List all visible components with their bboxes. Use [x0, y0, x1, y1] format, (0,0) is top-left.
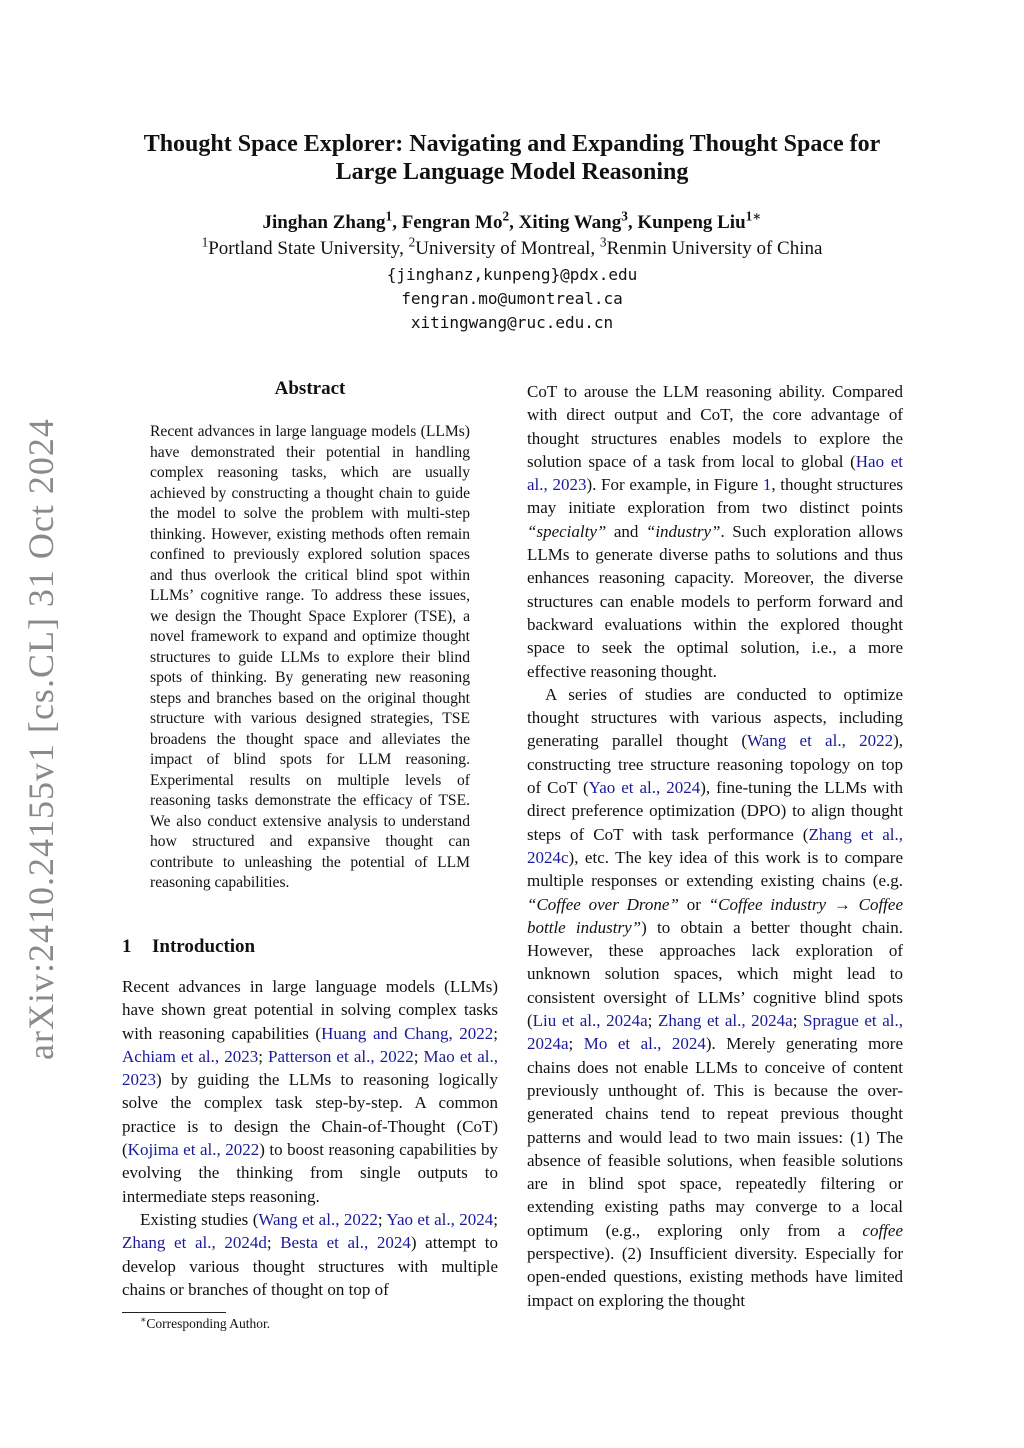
- right-column-text: [527, 380, 903, 1312]
- author-name: Jinghan Zhang: [262, 212, 386, 233]
- footnote-text: Corresponding Author.: [146, 1316, 271, 1331]
- affiliation-mark: 1: [201, 234, 209, 250]
- paper-title: [100, 130, 924, 186]
- citation-link[interactable]: Achiam et al., 2023: [122, 1046, 259, 1066]
- arxiv-identifier: arXiv:2410.24155v1 [cs.CL] 31 Oct 2024: [21, 418, 61, 1060]
- title-line-2: Large Language Model Reasoning: [335, 159, 689, 185]
- citation-link[interactable]: Liu et al., 2024a: [532, 1011, 648, 1031]
- section-title: Introduction: [152, 936, 256, 957]
- citation-link[interactable]: Mao et al., 2023: [122, 1046, 498, 1090]
- author-affiliation-mark: 1∗: [745, 208, 762, 224]
- figure-link[interactable]: 1: [762, 475, 772, 495]
- affiliation-name: Renmin University of China: [606, 238, 823, 259]
- citation-link[interactable]: Patterson et al., 2022: [268, 1046, 414, 1066]
- author-name: Kunpeng Liu: [637, 212, 746, 233]
- citation-link[interactable]: Yao et al., 2024: [386, 1209, 494, 1229]
- footnote: [140, 1316, 270, 1332]
- paragraph: Existing studies (Wang et al., 2022; Yao et al., 2024; Zhang et al., 2024d; Besta et al., 2024) attempt to develop various thought structures with multiple chains or branches of thought on top of: [122, 1209, 499, 1299]
- title-line-1: Thought Space Explorer: Navigating and Expanding Thought Space for: [143, 131, 881, 157]
- abstract-text: Recent advances in large language models (LLMs) have demonstrated their potential in handling complex reasoning tasks, which are usually achieved by constructing a thought chain to guide the model to solve the problem with multi-step thinking. However, existing methods often remain confined to previously explored solution spaces and thus overlook the critical blind spot within LLMs’ cognitive range. To address these issues, we design the Thought Space Explorer (TSE), a novel framework to expand and optimize thought structures to guide LLMs to explore their blind spots of thinking. By generating new reasoning steps and branches based on the original thought structure with various designed strategies, TSE broadens the thought space and alleviates the impact of blind spots for LLM reasoning. Experimental results on multiple levels of reasoning tasks demonstrate the efficacy of TSE. We also conduct extensive analysis to understand how structured and expansive thought can contribute to unleashing the potential of LLM reasoning capabilities.: [150, 423, 470, 891]
- citation-link[interactable]: Wang et al., 2022: [747, 731, 894, 751]
- footnote-mark: ∗: [140, 1315, 147, 1326]
- citation-link[interactable]: Wang et al., 2022: [258, 1209, 378, 1229]
- author-affiliation-mark: 2: [502, 208, 510, 224]
- citation-link[interactable]: Zhang et al., 2024d: [122, 1233, 267, 1253]
- affiliation-name: Portland State University: [208, 238, 400, 259]
- left-column-text: [122, 975, 498, 1301]
- citation-link[interactable]: Hao et al., 2023: [527, 451, 904, 495]
- email-address[interactable]: xitingwang@ruc.edu.cn: [410, 313, 614, 332]
- section-heading: [122, 936, 255, 958]
- author-affiliation-mark: 1: [385, 208, 393, 224]
- email-address[interactable]: fengran.mo@umontreal.ca: [401, 289, 623, 308]
- affiliation-mark: 2: [408, 234, 416, 250]
- author-affiliation-mark: 3: [621, 208, 628, 224]
- paragraph: A series of studies are conducted to optimize thought structures with various aspects, including generating parallel thought (Wang et al., 2022), constructing tree structure reasoning topology on top of CoT (Yao et al., 2024), fine-tuning the LLMs with direct preference optimization (DPO) to align thought steps of CoT with task performance (Zhang et al., 2024c), etc. The key idea of this work is to compare multiple responses or extending existing chains (e.g. “Coffee over Drone” or “Coffee industry → Coffee bottle industry”) to obtain a better thought chain. However, these approaches lack exploration of unknown solution spaces, which might lead to consistent oversight of LLMs’ cognitive blind spots (Liu et al., 2024a; Zhang et al., 2024a; Sprague et al., 2024a; Mo et al., 2024). Merely generating more chains does not enable LLMs to conceive of content previously unthought of. This is because the over-generated chains tend to repeat previous thought patterns and would lead to two main issues: (1) The absence of feasible solutions, when feasible solutions are in blind spot space, repeatedly filtering or extending existing paths may converge to a local optimum (e.g., exploring only from a coffee perspective). (2) Insufficient diversity. Especially for open-ended questions, existing methods have limited impact on exploring the thought: [527, 684, 904, 1310]
- citation-link[interactable]: Huang and Chang, 2022: [321, 1023, 494, 1043]
- footnote-divider: [122, 1312, 226, 1313]
- email-address[interactable]: {jinghanz,kunpeng}@pdx.edu: [386, 265, 638, 284]
- affiliation-list: $^1$Portland State University, $^2$University of Montreal, $^3$Renmin University of China: [201, 234, 823, 259]
- citation-link[interactable]: Zhang et al., 2024c: [527, 824, 904, 867]
- citation-link[interactable]: Zhang et al., 2024a: [657, 1011, 793, 1031]
- affiliation-mark: 3: [599, 234, 607, 250]
- author-list: Jinghan Zhang$^1$, Fengran Mo$^2$, Xiting Wang$^3$, Kunpeng Liu$^{1∗}$: [262, 208, 762, 233]
- citation-link[interactable]: Mo et al., 2024: [583, 1034, 706, 1054]
- citation-link[interactable]: Yao et al., 2024: [588, 778, 701, 798]
- author-name: Xiting Wang: [518, 212, 622, 233]
- author-name: Fengran Mo: [401, 212, 503, 233]
- paragraph-continued: CoT to arouse the LLM reasoning ability. Compared with direct output and CoT, the core advantage of thought structures enables models to explore the solution space of a task from local to global (Hao et al., 2023). For example, in Figure 1, thought structures may initiate exploration from two distinct points “specialty” and “industry”. Such exploration allows LLMs to generate diverse paths to solutions and thus enhances reasoning capacity. Moreover, the diverse structures can enable models to perform forward and backward evaluations within the explored thought space to seek the optimal solution, i.e., a more effective reasoning thought.: [527, 382, 904, 681]
- paragraph: Recent advances in large language models (LLMs) have shown great potential in solving complex tasks with reasoning capabilities (Huang and Chang, 2022; Achiam et al., 2023; Patterson et al., 2022; Mao et al., 2023) by guiding the LLMs to reasoning logically solve the complex task step-by-step. A common practice is to design the Chain-of-Thought (CoT) (Kojima et al., 2022) to boost reasoning capabilities by evolving the thinking from single outputs to intermediate steps reasoning.: [122, 977, 499, 1206]
- citation-link[interactable]: Besta et al., 2024: [280, 1233, 411, 1253]
- section-number: 1: [122, 936, 132, 957]
- affiliation-name: University of Montreal: [415, 238, 591, 259]
- citation-link[interactable]: Sprague et al., 2024a: [527, 1011, 903, 1054]
- citation-link[interactable]: Kojima et al., 2022: [127, 1140, 260, 1160]
- abstract-heading: Abstract: [274, 378, 346, 399]
